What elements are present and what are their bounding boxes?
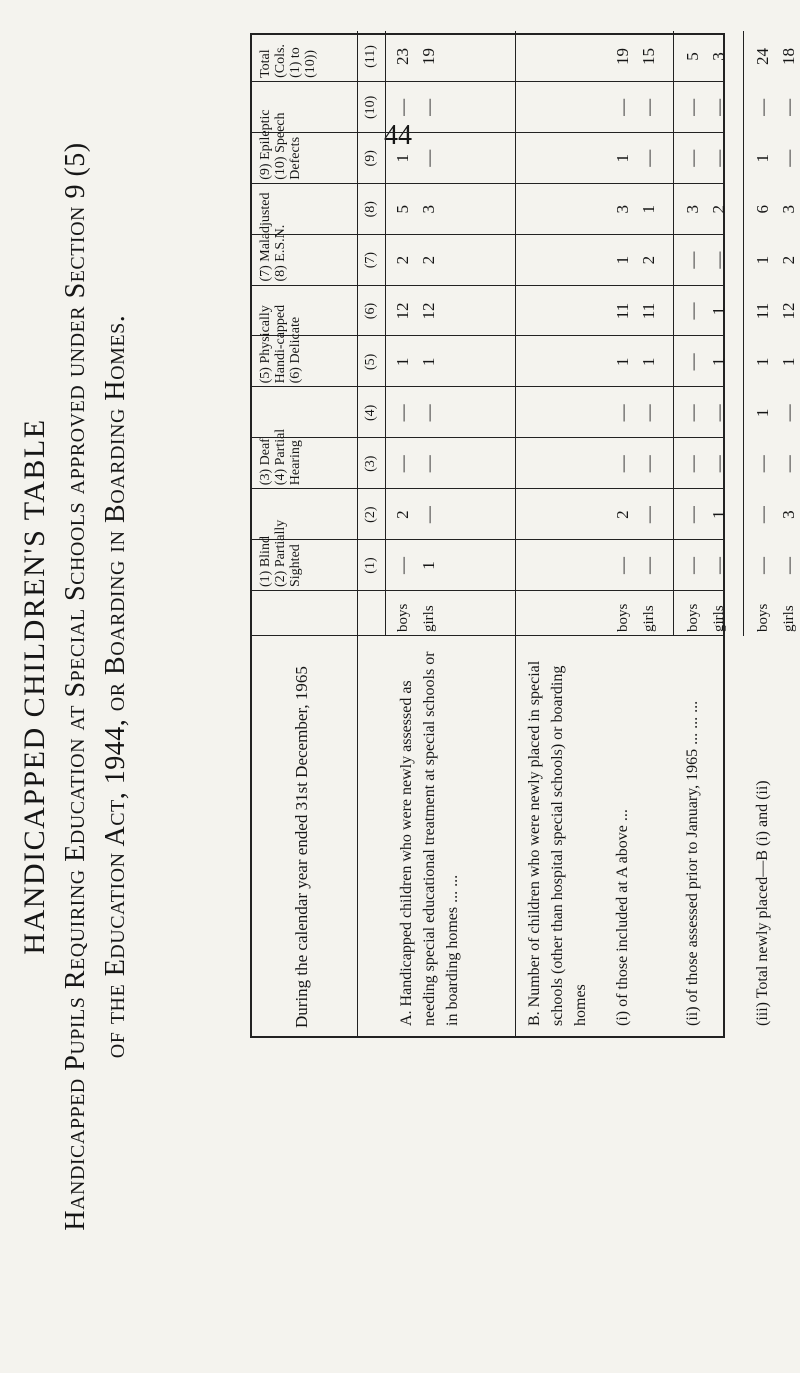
column-number: (11) <box>363 45 378 68</box>
table-cell: — <box>639 404 658 422</box>
table-cell: — <box>779 149 798 167</box>
group-header: Total (Cols. (1) to (10)) <box>258 44 318 78</box>
column-number: (10) <box>363 95 378 120</box>
column-divider <box>252 234 723 235</box>
sex-label: girls <box>421 605 437 632</box>
table-cell: 1 <box>613 357 632 367</box>
table-cell: 2 <box>639 255 658 265</box>
table-cell: 1 <box>613 255 632 265</box>
table-cell: — <box>683 98 702 116</box>
table-cell: 12 <box>393 302 412 320</box>
table-cell: — <box>393 455 412 473</box>
column-number: (1) <box>363 557 378 574</box>
table-cell: — <box>639 98 658 116</box>
table-cell: 19 <box>613 47 632 65</box>
sex-label: boys <box>395 603 411 632</box>
column-divider <box>252 183 723 184</box>
table-cell: — <box>613 557 632 575</box>
table-cell: 1 <box>753 357 772 367</box>
table-cell: 2 <box>779 255 798 265</box>
stub-header: During the calendar year ended 31st December, 1965 <box>292 666 311 1028</box>
table-cell: 12 <box>779 302 798 320</box>
handicapped-children-table <box>250 33 798 1038</box>
table-cell: — <box>709 251 728 269</box>
table-cell: — <box>683 557 702 575</box>
column-divider <box>252 386 723 387</box>
table-cell: 2 <box>709 204 728 214</box>
group-header: (1) Blind (2) Partially Sighted <box>258 519 303 587</box>
table-cell: — <box>779 404 798 422</box>
section-b-text: B. Number of children who were newly placed in special schools (other than hospital special schools) or boarding homes <box>526 660 589 1026</box>
table-cell: — <box>683 506 702 524</box>
column-number: (9) <box>363 150 378 167</box>
table-cell: — <box>639 455 658 473</box>
page-number: 44 <box>384 120 412 151</box>
table-cell: 3 <box>779 510 798 519</box>
section-a-text: A. Handicapped children who were newly assessed as needing special educational treatment at special schools or in boarding homes ... ... <box>398 651 461 1026</box>
table-cell: 1 <box>393 154 412 163</box>
table-cell: — <box>419 455 438 473</box>
table-cell: 11 <box>753 302 772 320</box>
column-number: (6) <box>363 302 378 320</box>
sex-label: boys <box>685 603 701 632</box>
column-number: (2) <box>363 506 378 523</box>
table-cell: — <box>709 98 728 116</box>
table-title: HANDICAPPED CHILDREN'S TABLE <box>18 418 51 955</box>
column-number: (3) <box>363 455 378 472</box>
column-number: (4) <box>363 404 378 421</box>
sex-label: girls <box>641 605 657 632</box>
table-cell: 1 <box>753 408 772 418</box>
table-cell: 1 <box>639 204 658 214</box>
table-cell: 2 <box>419 255 438 265</box>
section-b-item-text: (ii) of those assessed prior to January, 1965 ... ... ... <box>684 700 701 1026</box>
table-cell: 24 <box>753 47 772 65</box>
table-cell: — <box>683 302 702 320</box>
column-number: (5) <box>363 353 378 371</box>
table-subtitle-line-2: of the Education Act, 1944, or Boarding in Boarding Homes. <box>100 314 131 1059</box>
table-cell: 2 <box>393 510 412 519</box>
table-cell: 1 <box>419 357 438 367</box>
table-cell: — <box>683 353 702 371</box>
section-divider <box>515 31 516 1036</box>
table-cell: — <box>393 98 412 116</box>
table-cell: 12 <box>419 302 438 320</box>
column-divider <box>252 590 723 591</box>
table-cell: — <box>393 557 412 575</box>
table-cell: 3 <box>613 204 632 214</box>
table-cell: 19 <box>419 47 438 65</box>
table-cell: 1 <box>709 306 728 316</box>
column-divider <box>252 81 723 82</box>
table-cell: 1 <box>419 561 438 570</box>
sub-row-divider <box>743 31 744 636</box>
table-cell: 1 <box>753 154 772 163</box>
table-cell: 23 <box>393 47 412 65</box>
table-cell: 3 <box>419 204 438 214</box>
table-cell: 18 <box>779 47 798 65</box>
table-cell: 1 <box>709 357 728 367</box>
table-cell: — <box>709 149 728 167</box>
table-cell: — <box>639 557 658 575</box>
sex-label: boys <box>615 603 631 632</box>
table-cell: — <box>753 506 772 524</box>
table-cell: — <box>683 149 702 167</box>
table-cell: — <box>709 404 728 422</box>
column-divider <box>252 488 723 489</box>
table-cell: 1 <box>779 357 798 367</box>
group-header: (3) Deaf (4) Partial Hearing <box>258 428 303 486</box>
table-cell: — <box>753 98 772 116</box>
table-cell: — <box>779 98 798 116</box>
table-cell: 1 <box>753 255 772 265</box>
column-divider <box>252 132 723 133</box>
table-cell: — <box>613 98 632 116</box>
table-cell: 15 <box>639 47 658 65</box>
table-cell: — <box>779 455 798 473</box>
table-cell: 11 <box>613 302 632 320</box>
table-subtitle-line-1: Handicapped Pupils Requiring Education at Special Schools approved under Section 9 (5) <box>60 142 91 1231</box>
table-cell: — <box>779 557 798 575</box>
group-header: (9) Epileptic (10) Speech Defects <box>258 109 303 180</box>
sex-label: boys <box>755 603 771 632</box>
table-cell: — <box>613 404 632 422</box>
table-cell: 1 <box>613 154 632 163</box>
column-number-divider <box>385 31 386 636</box>
table-cell: 1 <box>709 510 728 519</box>
column-number: (7) <box>363 251 378 269</box>
column-divider <box>252 285 723 286</box>
table-cell: — <box>393 404 412 422</box>
table-cell: — <box>419 404 438 422</box>
column-divider <box>252 539 723 540</box>
table-cell: — <box>683 251 702 269</box>
column-divider <box>252 635 723 636</box>
header-divider <box>357 31 358 1036</box>
column-number: (8) <box>363 201 378 218</box>
table-cell: — <box>639 506 658 524</box>
table-cell: 3 <box>683 204 702 214</box>
table-cell: — <box>419 98 438 116</box>
table-cell: 2 <box>393 255 412 265</box>
table-cell: — <box>639 149 658 167</box>
table-cell: 5 <box>393 204 412 214</box>
table-cell: — <box>753 455 772 473</box>
sex-label: girls <box>781 605 797 632</box>
column-divider <box>252 335 723 336</box>
sex-label: girls <box>711 605 727 632</box>
table-cell: 6 <box>753 204 772 214</box>
table-cell: 1 <box>393 357 412 367</box>
sub-row-divider <box>673 31 674 636</box>
table-cell: 1 <box>639 357 658 367</box>
table-cell: 3 <box>779 204 798 214</box>
table-cell: — <box>753 557 772 575</box>
group-header: (5) Physically Handi-capped (6) Delicate <box>258 304 303 384</box>
table-cell: — <box>709 455 728 473</box>
table-cell: — <box>709 557 728 575</box>
table-cell: 11 <box>639 302 658 320</box>
table-cell: — <box>419 149 438 167</box>
table-cell: 3 <box>709 52 728 61</box>
table-cell: — <box>683 455 702 473</box>
group-header: (7) Maladjusted (8) E.S.N. <box>258 192 288 282</box>
column-divider <box>252 437 723 438</box>
table-cell: — <box>683 404 702 422</box>
table-cell: — <box>419 506 438 524</box>
table-cell: — <box>613 455 632 473</box>
table-cell: 5 <box>683 52 702 61</box>
section-b-item-text: (i) of those included at A above ... <box>614 809 631 1026</box>
table-cell: 2 <box>613 510 632 519</box>
section-b-item-text: (iii) Total newly placed—B (i) and (ii) <box>754 780 771 1026</box>
